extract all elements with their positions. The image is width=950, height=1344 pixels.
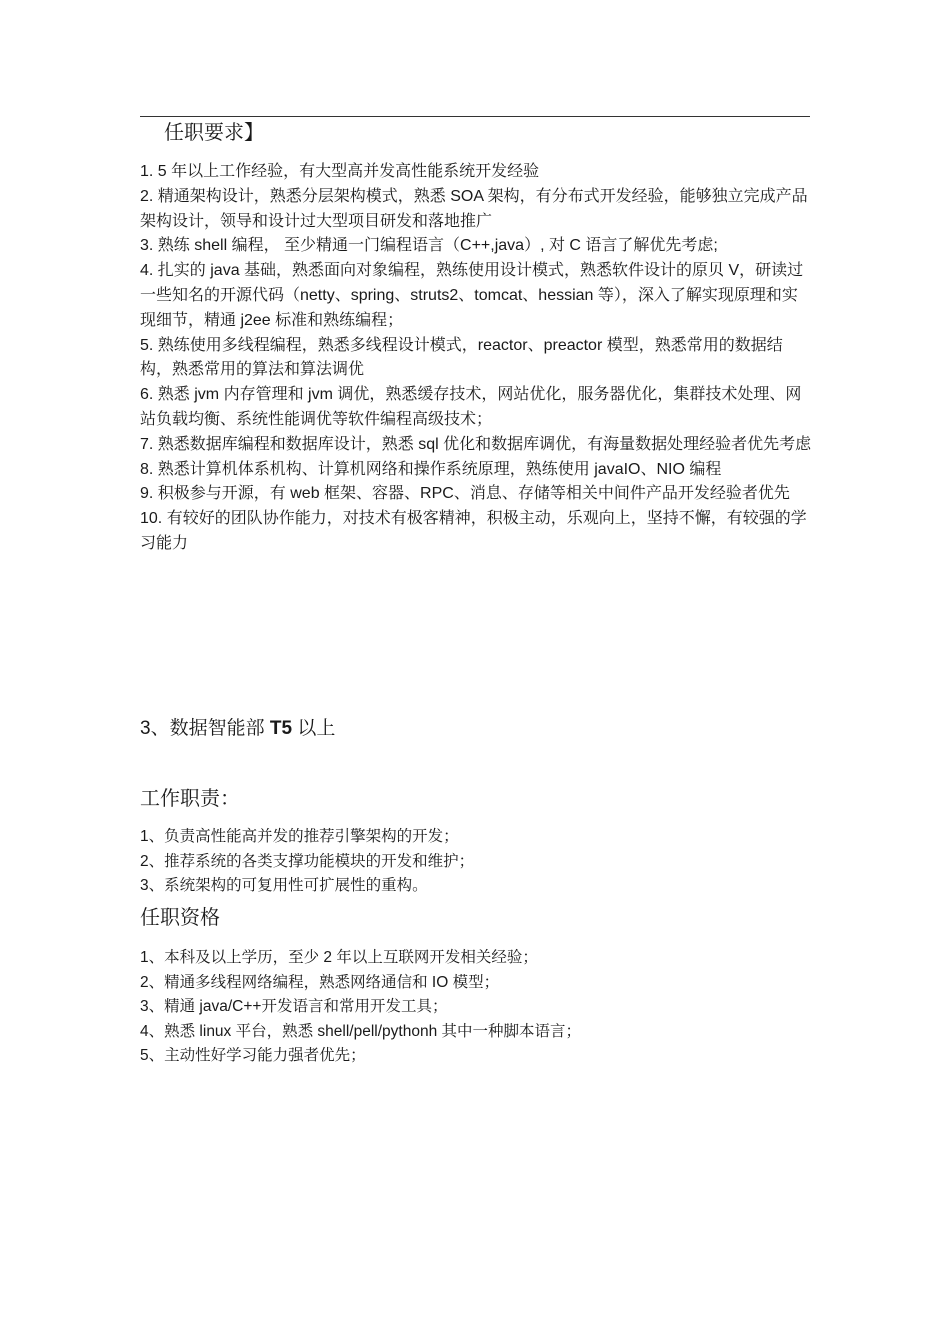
section-3-suffix: 以上 <box>292 718 336 739</box>
list-item: 1、本科及以上学历，至少 2 年以上互联网开发相关经验； <box>140 949 538 966</box>
list-item: 7. 熟悉数据库编程和数据库设计，熟悉 sql 优化和数据库调优，有海量数据处理经验者优先考虑 <box>140 435 812 453</box>
list-item: 8. 熟悉计算机体系机构、计算机网络和操作系统原理，熟练使用 javaIO、NIO 编程 <box>140 460 722 478</box>
qualifications-title: 任职资格 <box>140 907 220 929</box>
list-item: 2. 精通架构设计，熟悉分层架构模式，熟悉 SOA 架构，有分布式开发经验，能够独立完成产品架构设计，领导和设计过大型项目研发和落地推广 <box>140 187 808 230</box>
section-3-level: T5 <box>269 718 293 739</box>
list-item: 3. 熟练 shell 编程， 至少精通一门编程语言（C++,java）, 对 C 语言了解优先考虑; <box>140 237 718 255</box>
list-item: 5、主动性好学习能力强者优先； <box>140 1047 366 1064</box>
list-item: 4. 扎实的 java 基础，熟悉面向对象编程，熟练使用设计模式，熟悉软件设计的原贝 V，研读过一些知名的开源代码（netty、spring、struts2、tomcat、hessian 等），深入了解实现原理和实现细节，精通 j2ee 标准和熟练编程； <box>140 262 804 329</box>
list-item: 10. 有较好的团队协作能力，对技术有极客精神，积极主动，乐观向上，坚持不懈，有较强的学习能力 <box>140 510 807 552</box>
section-3-heading <box>140 717 335 741</box>
duties-list <box>140 825 820 899</box>
top-divider <box>140 116 810 117</box>
list-item: 4、熟悉 linux 平台，熟悉 shell/pell/pythonh 其中一种脚本语言； <box>140 1022 582 1040</box>
list-item: 5. 熟练使用多线程编程，熟悉多线程设计模式，reactor、preactor 模型，熟悉常用的数据结构，熟悉常用的算法和算法调优 <box>140 336 783 379</box>
list-item: 2、推荐系统的各类支撑功能模块的开发和维护； <box>140 852 475 870</box>
duties-title: 工作职责： <box>140 788 240 810</box>
list-item: 3、精通 java/C++开发语言和常用开发工具； <box>140 998 448 1015</box>
list-item: 2、精通多线程网络编程，熟悉网络通信和 IO 模型； <box>140 973 500 991</box>
section-3-prefix: 3、数据智能部 <box>140 718 270 739</box>
requirements-list <box>140 160 812 557</box>
list-item: 3、系统架构的可复用性可扩展性的重构。 <box>140 877 428 894</box>
list-item: 6. 熟悉 jvm 内存管理和 jvm 调优，熟悉缓存技术，网站优化，服务器优化，集群技术处理、网站负载均衡、系统性能调优等软件编程高级技术； <box>140 386 802 428</box>
qualifications-list <box>140 946 820 1069</box>
requirements-title: 任职要求】 <box>164 122 264 144</box>
list-item: 1、负责高性能高并发的推荐引擎架构的开发； <box>140 828 459 845</box>
list-item: 9. 积极参与开源，有 web 框架、容器、RPC、消息、存储等相关中间件产品开发经验者优先 <box>140 485 790 503</box>
list-item: 1. 5 年以上工作经验，有大型高并发高性能系统开发经验 <box>140 163 540 180</box>
